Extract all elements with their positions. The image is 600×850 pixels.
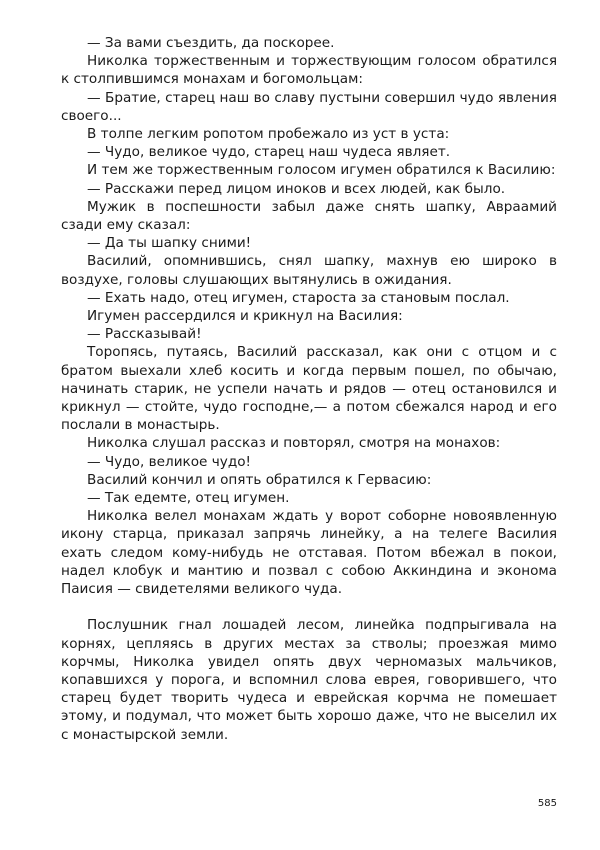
- paragraph: — За вами съездить, да поскорее.: [87, 35, 335, 51]
- paragraph: Торопясь, путаясь, Василий рассказал, как они с отцом и с братом выехали хлеб косить и когда первым пошел, по обычаю, начинать старик, не успели начать и рядов — отец остановился и крикнул — стойте, чудо господне,— а потом сбежался народ и его послали в монастырь.: [61, 344, 557, 434]
- paragraph: Игумен рассердился и крикнул на Василия:: [87, 308, 403, 325]
- section-break: [61, 598, 557, 616]
- paragraph: — Братие, старец наш во славу пустыни совершил чудо явления своего...: [61, 89, 557, 124]
- main-text: [61, 34, 557, 744]
- paragraph: Послушник гнал лошадей лесом, линейка подпрыгивала на корнях, цепляясь в других местах за стволы; проезжая мимо корчмы, Николка увидел опять двух черномазых мальчиков, копавшихся у порога, и вспомнил слова еврея, говорившего, что старец будет творить чудеса и еврейская корчма не помешает этому, и подумал, что может быть хорошо даже, что не выселил их с монастырской земли.: [61, 617, 557, 743]
- paragraph: — Расскажи перед лицом иноков и всех людей, как было.: [87, 180, 506, 197]
- paragraph: — Рассказывай!: [87, 326, 202, 343]
- paragraph: — Ехать надо, отец игумен, староста за становым послал.: [87, 289, 510, 306]
- paragraph: — Чудо, великое чудо!: [87, 453, 251, 470]
- paragraph: — Чудо, великое чудо, старец наш чудеса являет.: [87, 144, 451, 161]
- paragraph: Мужик в поспешности забыл даже снять шапку, Авраамий сзади ему сказал:: [61, 198, 557, 234]
- paragraph: И тем же торжественным голосом игумен обратился к Василию:: [87, 162, 556, 179]
- paragraph: — Да ты шапку сними!: [87, 235, 252, 252]
- paragraph: Василий кончил и опять обратился к Гервасию:: [87, 471, 432, 488]
- paragraph: — Так едемте, отец игумен.: [87, 490, 290, 507]
- paragraph: В толпе легким ропотом пробежало из уст в уста:: [87, 126, 450, 143]
- paragraph: Василий, опомнившись, снял шапку, махнув ею широко в воздухе, головы слушающих вытянулись в ожидания.: [61, 253, 557, 288]
- paragraph: Николка слушал рассказ и повторял, смотря на монахов:: [87, 435, 501, 452]
- paragraph: Николка торжественным и торжествующим голосом обратился к столпившимся монахам и богомольцам:: [61, 53, 557, 88]
- paragraph: Николка велел монахам ждать у ворот соборне новоявленную икону старца, приказал запрячь линейку, а на телеге Василия ехать следом кому-нибудь не отставая. Потом вбежал в покои, надел клобук и мантию и позвал с собою Аккиндина и эконома Паисия — свидетелями великого чуда.: [61, 508, 557, 598]
- page-number: 585: [537, 798, 557, 809]
